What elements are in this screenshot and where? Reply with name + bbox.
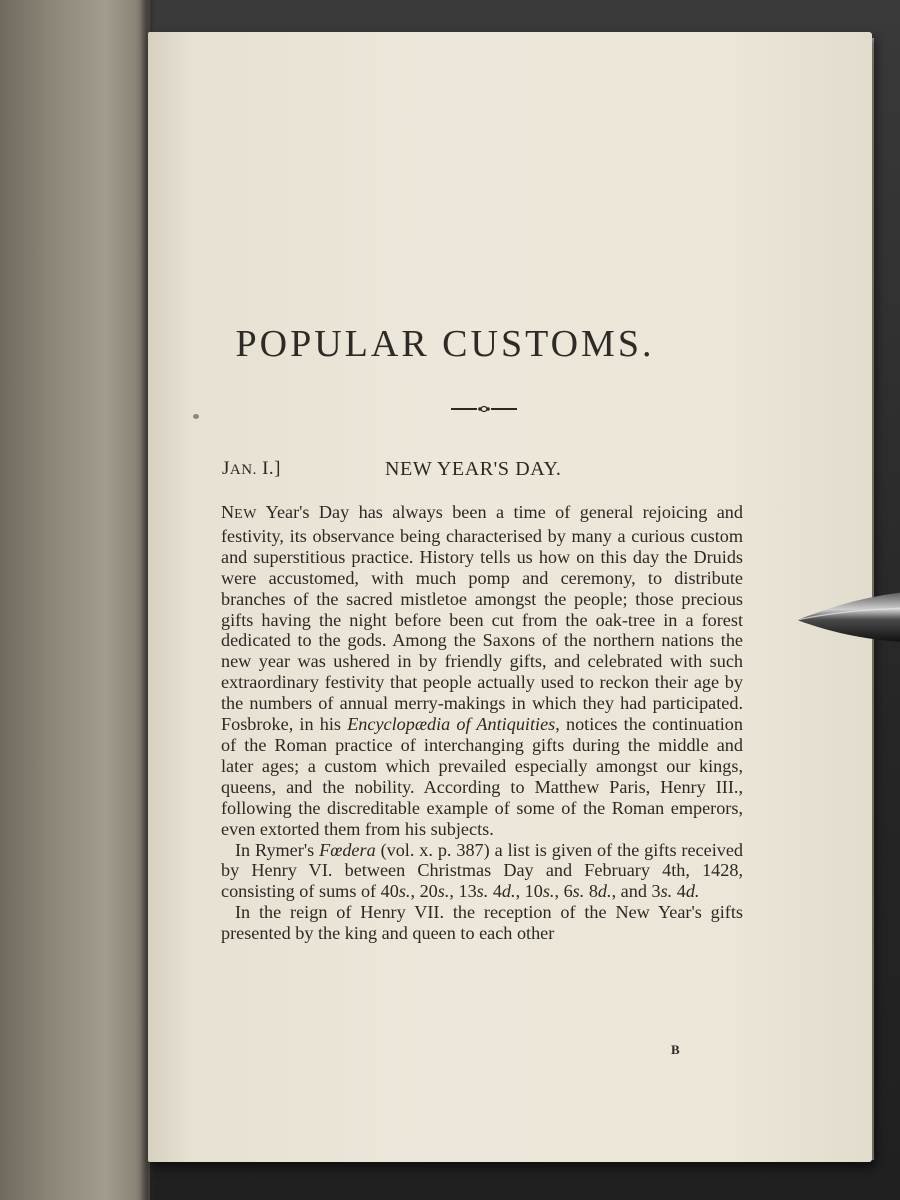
text-run: , and 3 — [611, 881, 661, 902]
italic-text: d. — [685, 881, 700, 902]
italic-text: Fœdera — [319, 839, 376, 860]
italic-text: s. — [476, 881, 489, 902]
title-ornament-icon — [449, 402, 519, 416]
italic-text: s. — [542, 881, 555, 902]
text-run: , 13 — [449, 881, 477, 902]
text-run: 8 — [584, 881, 598, 902]
signature-mark: B — [671, 1042, 681, 1057]
entry-header — [222, 458, 742, 488]
text-run: , 6 — [554, 881, 573, 902]
paragraph-3 — [221, 902, 743, 944]
paragraph-1 — [221, 502, 743, 840]
italic-text: s. — [437, 881, 450, 902]
paragraph-2 — [221, 840, 743, 903]
italic-text: d. — [501, 881, 516, 902]
text-run: , notices the continuation of the Roman practice of interchanging gifts during the middle and later ages; a custom which prevailed especially amongst our kings, queens, and the nobility. According to Matthew Paris, Henry III., following the discreditable example of some of the Roman emperors, even extorted them from his subjects. — [221, 714, 743, 839]
italic-text: d. — [597, 881, 612, 902]
italic-text: s. — [572, 881, 585, 902]
text-run: In the reign of Henry VII. the reception of the New Year's gifts presented by the king and queen to each other — [221, 902, 743, 944]
page-title: POPULAR CUSTOMS. — [235, 323, 655, 365]
paper-speck — [193, 414, 199, 419]
entry-date: JAN. I.] — [222, 458, 281, 479]
italic-text: s. — [660, 881, 673, 902]
text-run: Year's Day has always been a time of general rejoicing and festivity, its observance being characterised by many a curious custom and superstitious practice. History tells us how on this day the Druids were accustomed, with much pomp and ceremony, to distribute branches of the sacred mistletoe amongst the people; those precious gifts having the night before been cut from the oak-tree in a forest dedicated to the gods. Among the Saxons of the northern nations the new year was ushered in by friendly gifts, and celebrated with such extraordinary festivity that people actually used to reckon their age by the numbers of annual merry-makings in which they had participated. Fosbroke, in his — [221, 502, 743, 735]
left-page — [0, 0, 150, 1200]
text-run: (vol. x. p. 387) a list is given of the gifts received by Henry VI. between Christmas Day and February 4th, 1428, consisting of sums of 40 — [221, 839, 744, 902]
text-run: , 10 — [515, 881, 543, 902]
text-run: , 20 — [410, 881, 438, 902]
text-run: 4 — [672, 881, 686, 902]
body-text — [221, 502, 743, 944]
lead-small-caps: EW — [234, 507, 257, 522]
text-run: 4 — [488, 881, 502, 902]
text-run: In Rymer's — [235, 839, 320, 860]
lead-cap: N — [221, 502, 235, 522]
italic-text: s. — [398, 881, 411, 902]
italic-text: Encyclopædia of Antiquities — [347, 714, 556, 735]
pen-pointer-icon — [795, 588, 900, 644]
entry-heading: NEW YEAR'S DAY. — [385, 458, 562, 480]
